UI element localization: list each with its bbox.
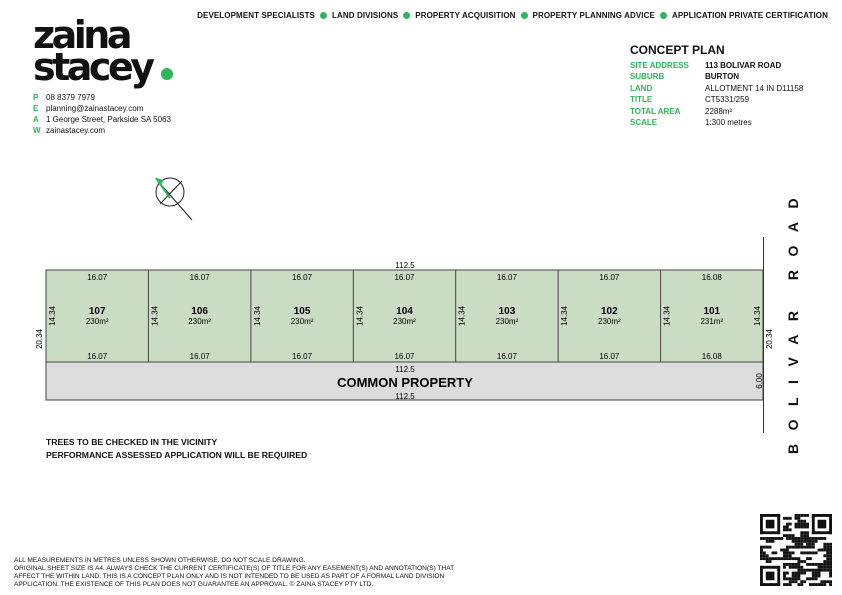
lot-number: 107: [88, 306, 106, 317]
service-label: LAND DIVISIONS: [332, 11, 399, 20]
lot-side-dim: 14.34: [355, 305, 365, 327]
plan-info-value: CT5331/259: [705, 95, 750, 105]
lot-number: 102: [601, 306, 618, 317]
contact-value: zainastacey.com: [46, 126, 105, 135]
lot-top-dim: 16.07: [394, 273, 415, 282]
lot-top-dim: 16.07: [292, 273, 313, 282]
plan-info-value: ALLOTMENT 14 IN D11158: [705, 83, 804, 93]
lot-top-dim: 16.07: [599, 273, 620, 282]
lot-area: 230m²: [290, 317, 314, 326]
common-top-dim: 112.5: [395, 365, 415, 374]
lot-side-dim: 14.34: [753, 305, 762, 327]
lot-area: 230m²: [85, 317, 109, 326]
disclaimer: [14, 557, 494, 589]
qr-code-icon: [760, 514, 832, 586]
lot-side-dim: 14.34: [560, 305, 570, 327]
lot-bottom-dim: 16.07: [87, 352, 108, 361]
lot-number: 103: [498, 306, 516, 317]
disclaimer-line: AFFECT THE WITHIN LAND. THIS IS A CONCEPT PLAN ONLY AND IS NOT INTENDED TO BE USED AS PART OF A FORMAL LAND DIVISION: [14, 573, 445, 580]
lot-side-dim: 14.34: [662, 305, 672, 327]
disclaimer-line: APPLICATION. THE EXISTENCE OF THIS PLAN DOES NOT GUARANTEE AN APPROVAL. © ZAINA STACEY PTY LTD.: [14, 581, 374, 588]
lot-bottom-dim: 16.07: [292, 352, 313, 361]
plan-info-label: SCALE: [630, 118, 658, 128]
lot-area: 230m²: [393, 317, 416, 326]
lot-side-dim: 14.34: [252, 305, 262, 327]
disclaimer-line: ORIGINAL SHEET SIZE IS A4. ALWAYS CHECK THE CURRENT CERTIFICATE(S) OF TITLE FOR ANY EASEMENT(S) AND ANNOTATION(S) THAT: [14, 565, 455, 572]
plan-info-value: 2288m²: [705, 106, 733, 116]
lot-bottom-dim: 16.07: [189, 352, 210, 361]
lot-side-dim: 14.34: [457, 305, 467, 327]
lot-top-dim: 16.07: [87, 273, 108, 282]
common-property-label: COMMON PROPERTY: [337, 375, 473, 390]
lot-bottom-dim: 16.07: [599, 352, 620, 361]
lot-bottom-dim: 16.08: [701, 352, 722, 361]
service-label: PROPERTY PLANNING ADVICE: [532, 11, 655, 20]
contact-key: E: [33, 104, 39, 113]
contact-value: 1 George Street, Parkside SA 5063: [46, 115, 171, 124]
road-name-label: BOLIVAR ROAD: [785, 184, 801, 454]
plan-info-label: TITLE: [630, 95, 653, 105]
plan-info-label: LAND: [630, 83, 653, 93]
service-label: PROPERTY ACQUISITION: [415, 11, 516, 20]
contact-key: A: [33, 115, 39, 124]
plan-info-label: SUBURB: [630, 72, 665, 82]
lot-number: 101: [703, 306, 721, 317]
service-label: DEVELOPMENT SPECIALISTS: [197, 11, 315, 20]
logo-word-1: zaina: [33, 13, 129, 57]
contact-key: W: [33, 126, 41, 135]
lot-number: 106: [191, 306, 208, 317]
plan-notes: [46, 436, 307, 462]
depth-right-dim: 20.34: [765, 328, 774, 350]
lot-number: 105: [293, 306, 311, 317]
lot-side-dim: 14.34: [150, 305, 160, 327]
depth-left-dim: 20.34: [35, 328, 44, 350]
lot-area: 231m²: [700, 317, 724, 326]
plan-info-label: TOTAL AREA: [630, 106, 681, 116]
plan-info-value: 1:300 metres: [705, 118, 752, 128]
contact-value: planning@zainastacey.com: [46, 104, 144, 113]
plan-info-value: 113 BOLIVAR ROAD: [705, 61, 782, 70]
lot-area: 230m²: [188, 317, 211, 326]
lot-area: 230m²: [598, 317, 621, 326]
lot-side-dim: 14.34: [48, 305, 57, 327]
plan-info-value: BURTON: [705, 72, 740, 82]
lot-area: 230m²: [495, 317, 519, 326]
lot-top-dim: 16.08: [701, 273, 722, 282]
disclaimer-line: ALL MEASUREMENTS IN METRES UNLESS SHOWN OTHERWISE. DO NOT SCALE DRAWING.: [14, 557, 306, 564]
contact-value: 08 8379 7979: [46, 93, 95, 102]
common-bottom-dim: 112.5: [395, 392, 415, 401]
plan-title: CONCEPT PLAN: [630, 43, 725, 57]
common-depth-dim: 6.00: [755, 373, 764, 389]
plan-info-label: SITE ADDRESS: [630, 61, 689, 70]
lot-top-dim: 16.07: [189, 273, 210, 282]
contact-key: P: [33, 93, 39, 102]
road-boundary-line: [763, 237, 764, 433]
frontage-top-dim: 112.5: [395, 261, 415, 270]
lot-bottom-dim: 16.07: [496, 352, 517, 361]
lot-top-dim: 16.07: [496, 273, 517, 282]
lot-bottom-dim: 16.07: [394, 352, 415, 361]
logo-word-2: stacey: [33, 45, 152, 89]
service-label: APPLICATION PRIVATE CERTIFICATION: [671, 11, 828, 20]
note-line: PERFORMANCE ASSESSED APPLICATION WILL BE REQUIRED: [46, 450, 308, 460]
note-line: TREES TO BE CHECKED IN THE VICINITY: [46, 437, 218, 447]
lot-number: 104: [396, 306, 413, 317]
